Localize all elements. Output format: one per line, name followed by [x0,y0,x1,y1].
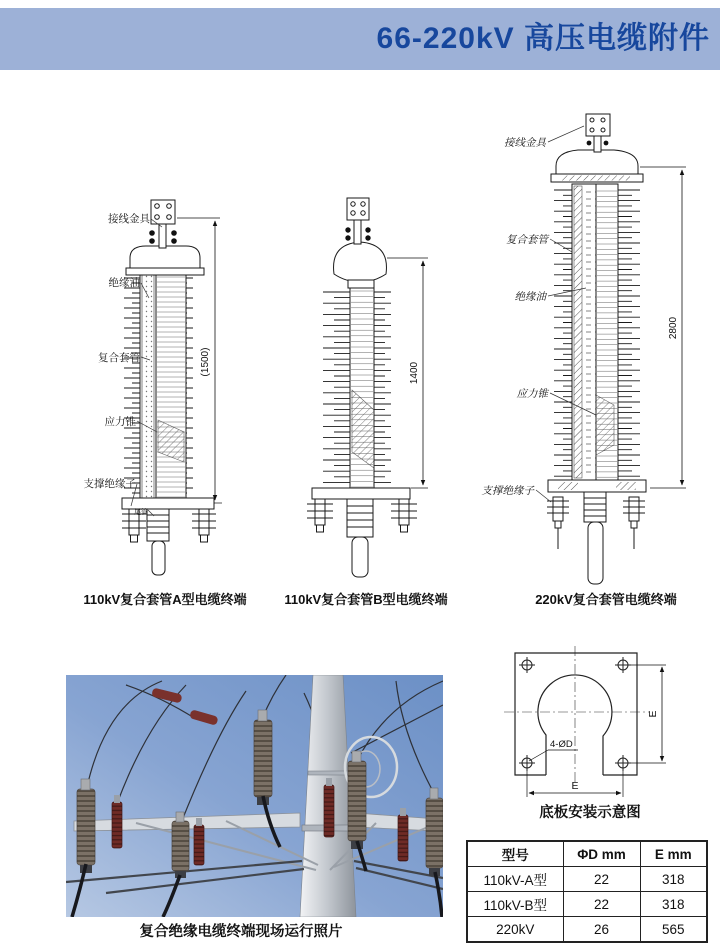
page-title: 66-220kV 高压电缆附件 [376,22,710,55]
col-header-e: E mm [640,841,707,867]
dimension-2800: 2800 [668,316,679,340]
cable-tail-a [147,509,169,575]
spec-table [466,840,708,943]
label-tail-pipe: 尾管 [134,509,148,516]
cell-phid: 22 [563,867,640,892]
label-terminal-fitting: 接线金具 [108,213,150,225]
label-support-insulator: 支撑绝缘子 [83,478,136,490]
table-header-row [467,841,707,867]
col-header-phid: ΦD mm [563,841,640,867]
cell-phid: 26 [563,917,640,943]
base-flange-a [122,498,214,509]
label-stress-cone: 应力锥 [516,388,548,400]
support-insulator [192,509,216,542]
caption-110kv-a: 110kV复合套管A型电缆终端 [83,592,247,607]
bushing-wall-c [574,186,582,478]
cell-e: 318 [640,892,707,917]
dimension-1400: 1400 [409,361,420,385]
corona-shield-b [334,242,387,282]
terminal-lug-a [151,200,175,224]
col-header-model: 型号 [467,841,563,867]
stress-cone-c [596,395,614,455]
dimension-1500: (1500) [200,347,211,377]
cable-tail-c [584,492,606,584]
drawing-110kv-b [307,198,428,577]
caption-110kv-b: 110kV复合套管B型电缆终端 [284,592,448,607]
baseplate-diagram [500,645,678,803]
cell-model: 220kV [467,917,563,943]
label-support-insulator: 支撑绝缘子 [481,485,534,497]
oil-column-c [582,186,596,478]
label-insulating-oil: 绝缘油 [514,291,546,303]
oil-column-a [142,274,154,498]
photo-caption: 复合绝缘电缆终端现场运行照片 [139,924,343,940]
label-stress-cone: 应力锥 [104,416,136,428]
cell-phid: 22 [563,892,640,917]
base-flange-b [312,488,410,499]
drawing-220kv [482,114,687,584]
label-composite-bushing: 复合套管 [506,234,548,246]
table-row [467,917,707,943]
terminal-lug-c [586,114,610,136]
cell-e: 318 [640,867,707,892]
table-row [467,867,707,892]
drawing-110kv-a [84,200,223,575]
cell-e: 565 [640,917,707,943]
dim-e-vertical: E [647,710,659,718]
support-insulator [307,499,333,532]
cell-model: 110kV-B型 [467,892,563,917]
support-insulator [623,497,645,549]
label-terminal-fitting: 接线金具 [504,137,546,149]
plate-outline [515,653,637,775]
baseplate-caption: 底板安装示意图 [539,805,641,821]
hole-diameter-label: 4-ØD [550,739,573,750]
label-insulating-oil: 绝缘油 [108,277,140,289]
cell-model: 110kV-A型 [467,867,563,892]
corona-shield-a [130,246,200,270]
label-composite-bushing: 复合套管 [98,352,140,364]
dim-e-horizontal: E [571,780,579,792]
site-photo [66,675,443,917]
support-insulator [547,497,569,549]
caption-220kv: 220kV复合套管电缆终端 [535,592,677,607]
cable-tail-b [347,499,373,577]
terminal-lug-b [347,198,369,220]
support-insulator [391,499,417,532]
table-row [467,892,707,917]
corona-shield-c [556,150,638,176]
